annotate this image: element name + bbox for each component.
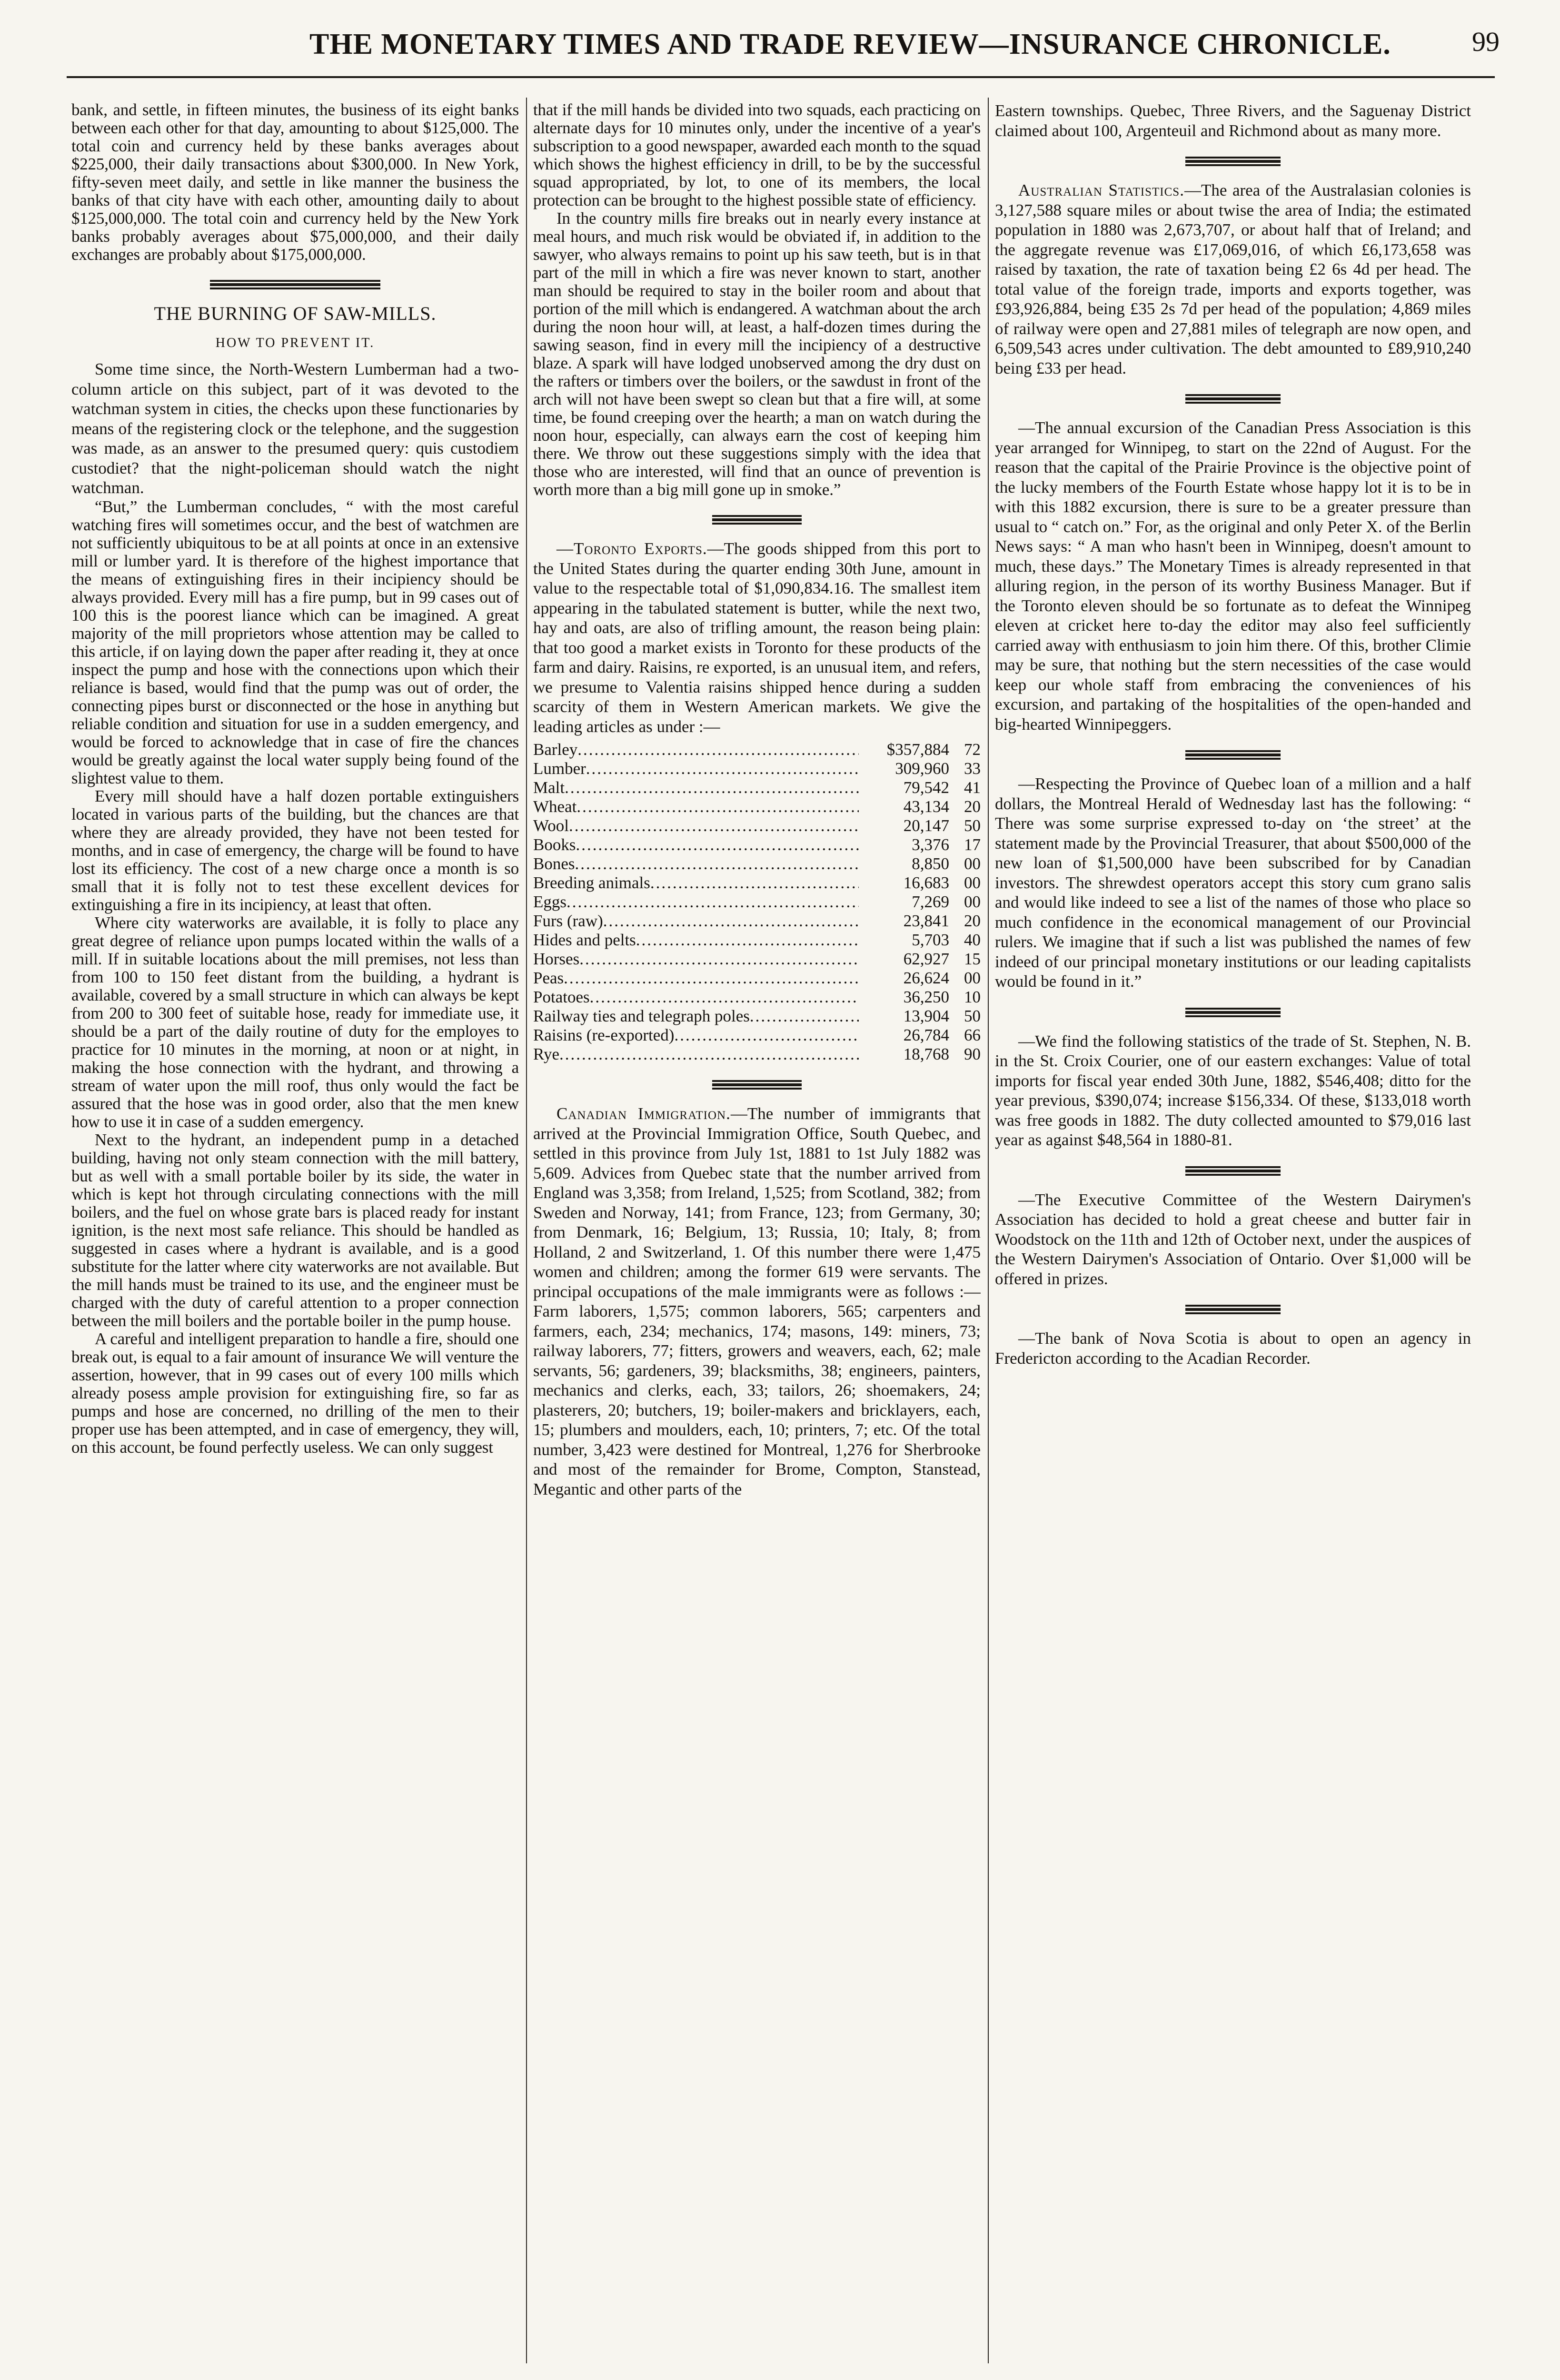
exports-value: $357,884 (886, 740, 949, 759)
leader-dots (579, 950, 859, 969)
exports-value: 18,768 (903, 1045, 949, 1063)
exports-value: 13,904 (903, 1007, 949, 1025)
section-separator (1185, 750, 1281, 760)
exports-item: Furs (raw) (533, 912, 603, 930)
column-2 (533, 101, 981, 2360)
exports-value: 26,624 (903, 969, 949, 987)
leader-dots (575, 854, 859, 873)
eastern-townships-paragraph: Eastern townships. Quebec, Three Rivers, and the Saguenay District claimed about 100, Argenteuil and Richmond about as many more. (995, 101, 1471, 140)
exports-row (533, 950, 981, 969)
sawmill-paragraph: Some time since, the North-Western Lumberman had a two-column article on this subject, part of it was devoted to the watchman system in cities, the checks upon these functionaries by means of the registering clock or the telephone, and the suggestion was made, as an answer to the presumed query: quis custodiem custodiet? that the night-policeman should watch the night watchman. (71, 360, 519, 497)
column-divider (988, 98, 989, 2363)
section-separator (1185, 394, 1281, 404)
exports-value: 16,683 (903, 873, 949, 892)
exports-cents: 33 (964, 759, 981, 778)
leader-dots (559, 1045, 859, 1064)
exports-value: 7,269 (912, 892, 949, 911)
exports-cents: 17 (964, 835, 981, 854)
immigration-heading: Canadian Immigration. (556, 1104, 731, 1123)
article-heading: THE BURNING OF SAW-MILLS. (154, 303, 437, 324)
exports-value: 79,542 (903, 778, 949, 797)
leader-dots (577, 740, 859, 759)
section-separator (1185, 1305, 1281, 1314)
leader-dots (636, 931, 859, 950)
exports-value: 8,850 (912, 854, 949, 873)
sawmill-paragraph: Where city waterworks are available, it is folly to place any great degree of reliance upon pumps located within the walls of a mill. If in suitable locations about the mill premises, not less than from 100 to 150 feet distant from the building, a hydrant is available, covered by a small structure in which can always be kept from 200 to 300 feet of suitable hose, ready for immediate use, it should be a part of the daily routine of duty for the employes to practice for 10 minutes in the morning, at noon or at night, in making the hose connection with the hydrant, and throwing a stream of water upon the mill roof, thus only would the fact be assured that the hose was in good order, also that the men knew how to use it in case of a sudden emergency. (71, 913, 519, 1131)
exports-item: Raisins (re-exported) (533, 1026, 675, 1044)
exports-cents: 90 (964, 1045, 981, 1063)
exports-value: 309,960 (895, 759, 949, 778)
exports-item: Malt (533, 778, 565, 797)
australian-statistics-heading: Australian Statistics. (1018, 181, 1184, 199)
exports-cents: 41 (964, 778, 981, 797)
exports-item: Potatoes (533, 988, 590, 1006)
bank-paragraph: bank, and settle, in fifteen minutes, the business of its eight banks between each other for that day, amounting to about $125,000. The total coin and currency held by these banks averages about $225,000, their daily transactions about $300,000. In New York, fifty-seven meet daily, and settle in like manner the business the banks of that city have with each other, amounting daily to about $125,000,000. The total coin and currency held by the New York banks probably averages about $75,000,000, and their daily exchanges are probably about $175,000,000. (71, 101, 519, 264)
toronto-exports-text: —The goods shipped from this port to the United States during the quarter ending 30th June, amount in value to the respectable total of $1,090,834.16. The smallest item appearing in the tabulated statement is butter, while the next two, hay and oats, are also of trifling amount, the reason being plain: that too good a market exists in Toronto for these products of the farm and dairy. Raisins, re exported, is an unusual item, and refers, we presume to Valentia raisins shipped hence during a sudden scarcity of them in Western American markets. We give the leading articles as under :— (533, 539, 981, 736)
page-number: 99 (1472, 26, 1500, 57)
exports-item: Breeding animals (533, 873, 650, 892)
exports-row (533, 912, 981, 931)
section-separator (1185, 1008, 1281, 1017)
exports-item: Wool (533, 816, 569, 835)
article-subheading: HOW TO PREVENT IT. (215, 335, 375, 350)
exports-row (533, 835, 981, 854)
leader-dots (674, 1026, 859, 1045)
column-3 (995, 101, 1471, 2360)
exports-row (533, 1045, 981, 1064)
exports-row (533, 1007, 981, 1026)
leader-dots (650, 873, 859, 892)
exports-row (533, 892, 981, 912)
section-separator (712, 515, 802, 525)
exports-item: Wheat (533, 797, 577, 816)
exports-cents: 20 (964, 797, 981, 816)
exports-row (533, 931, 981, 950)
exports-cents: 00 (964, 854, 981, 873)
sawmill-paragraph: Next to the hydrant, an independent pump in a detached building, having not only steam connection with the mill battery, but as well with a small portable boiler by its side, the water in which is kept hot through circulating connections with the mill boilers, and the fuel on whose grate bars is placed ready for instant ignition, is the next most safe reliance. This should be handled as suggested in cases where a hydrant is available, and is a good substitute for the latter where city waterworks are not available. But the mill hands must be trained to its use, and the engineer must be charged with the duty of careful attention to a proper connection between the mill boilers and the portable boiler in the pump house. (71, 1130, 519, 1330)
exports-row (533, 873, 981, 892)
exports-row (533, 797, 981, 816)
leader-dots (569, 816, 859, 835)
exports-cents: 66 (964, 1026, 981, 1044)
toronto-exports-paragraph (533, 539, 981, 736)
leader-dots (565, 778, 859, 797)
exports-cents: 00 (964, 969, 981, 987)
leader-dots (566, 892, 859, 912)
exports-item: Eggs (533, 892, 566, 911)
page-header (62, 19, 1500, 76)
exports-item: Barley (533, 740, 578, 759)
press-excursion-paragraph: —The annual excursion of the Canadian Press Association is this year arranged for Winnipeg, to start on the 22nd of August. For the reason that the capital of the Prairie Province is the objective point of the lucky members of the Fourth Estate whose happy lot it is to be in with this 1882 excursion, there is sure to be a greater pressure than usual to “ catch on.” For, as the original and only Peter X. of the Berlin News says: “ A man who hasn't been in Winnipeg, doesn't amount to much, these days.” The Monetary Times is already represented in that alluring region, in the person of its worthy Business Manager. But if the Toronto eleven should be so fortunate as to defeat the Winnipeg eleven at cricket here to-day the editor may also feel sufficiently carried away with enthusiasm to join him there. Of this, brother Climie may be sure, that nothing but the stern necessities of the case would keep our whole staff from embracing the conveniences of his excursion, and partaking of the hospitalities of the open-handed and big-hearted Winnipeggers. (995, 418, 1471, 734)
exports-item: Bones (533, 854, 575, 873)
exports-row (533, 988, 981, 1007)
exports-row (533, 778, 981, 797)
exports-item: Peas (533, 969, 564, 987)
header-rule (67, 76, 1495, 78)
section-separator (1185, 1166, 1281, 1176)
column-1 (71, 101, 519, 2360)
sawmill-paragraph: that if the mill hands be divided into two squads, each practicing on alternate days for 10 minutes only, under the incentive of a year's subscription to a good newspaper, awarded each month to the squad which shows the highest efficiency in drill, to be by the successful squad appropriated, by lot, to one of its members, the local protection can be brought to the highest possible state of efficiency. (533, 101, 981, 209)
immigration-paragraph (533, 1104, 981, 1499)
exports-item: Rye (533, 1045, 559, 1063)
exports-cents: 72 (964, 740, 981, 759)
dairymen-paragraph: —The Executive Committee of the Western Dairymen's Association has decided to hold a great cheese and butter fair in Woodstock on the 11th and 12th of October next, under the auspices of the Western Dairymen's Association of Ontario. Over $1,000 will be offered in prizes. (995, 1190, 1471, 1288)
leader-dots (576, 797, 859, 816)
exports-item: Railway ties and telegraph poles (533, 1007, 750, 1025)
exports-cents: 50 (964, 816, 981, 835)
australian-statistics-paragraph (995, 180, 1471, 378)
toronto-exports-heading: —Toronto Exports. (556, 539, 707, 558)
exports-item: Hides and pelts (533, 931, 636, 949)
leader-dots (576, 835, 859, 854)
exports-cents: 40 (964, 931, 981, 949)
section-separator (1185, 157, 1281, 166)
section-separator (712, 1080, 802, 1090)
exports-item: Horses (533, 950, 580, 968)
exports-cents: 20 (964, 912, 981, 930)
leader-dots (564, 969, 859, 988)
immigration-text: —The number of immigrants that arrived at the Provincial Immigration Office, South Quebec, and settled in this province from July 1st, 1881 to 1st July 1882 was 5,609. Advices from Quebec state that the number arrived from England was 3,358; from Ireland, 1,525; from Scotland, 382; from Sweden and Norway, 141; from France, 123; from Germany, 30; from Denmark, 16; Belgium, 13; Russia, 10; Italy, 8; from Holland, 2 and Switzerland, 1. Of this number there were 1,475 women and children; among the former 619 were servants. The principal occupations of the male immigrants were as follows :— Farm laborers, 1,575; common laborers, 565; carpenters and farmers, each, 234; mechanics, 174; masons, 149: miners, 73; railway laborers, 77; fitters, growers and weavers, each, 62; male servants, 56; gardeners, 39; blacksmiths, 38; engineers, painters, mechanics and clerks, each, 33; tailors, 26; shoemakers, 24; plasterers, 20; butchers, 19; boiler-makers and bricklayers, each, 15; plumbers and moulders, each, 10; printers, 7; etc. Of the total number, 3,423 were destined for Montreal, 1,276 for Sherbrooke and most of the remainder for Brome, Compton, Stanstead, Megantic and other parts of the (533, 1104, 981, 1498)
exports-item: Lumber (533, 759, 586, 778)
page-title: THE MONETARY TIMES AND TRADE REVIEW—INSURANCE CHRONICLE. (309, 28, 1391, 60)
st-stephen-paragraph: —We find the following statistics of the trade of St. Stephen, N. B. in the St. Croix Courier, one of our eastern exchanges: Value of total imports for fiscal year ended 30th June, 1882, $546,408; ditto for the year previous, $390,074; increase $156,334. Of these, $133,018 worth was free goods in 1882. The duty collected amounted to $79,016 last year as against $48,564 in 1880-81. (995, 1031, 1471, 1149)
sawmill-paragraph: A careful and intelligent preparation to handle a fire, should one break out, is equal to a fair amount of insurance We will venture the assertion, however, that in 99 cases out of every 100 mills which already posess ample provision for extinguishing fire, so far as pumps and hose are concerned, no drilling of the men to their proper use has been attempted, and in case of emergency, they will, on this account, be found perfectly useless. We can only suggest (71, 1329, 519, 1457)
exports-row (533, 740, 981, 759)
exports-cents: 10 (964, 988, 981, 1006)
leader-dots (590, 988, 859, 1007)
leader-dots (586, 759, 859, 778)
exports-table (533, 740, 981, 1064)
leader-dots (603, 912, 859, 931)
exports-item: Books (533, 835, 576, 854)
exports-row (533, 816, 981, 835)
exports-value: 26,784 (903, 1026, 949, 1044)
section-separator (210, 280, 380, 289)
sawmill-paragraph: Every mill should have a half dozen portable extinguishers located in various parts of the building, but the chances are that where they are already provided, they have not been tested for months, and in case of emergency, the charge will be found to have lost its efficiency. The cost of a new charge once a month is so small that it is folly not to test these excellent devices for extinguishing a fire in its incipiency, at least that often. (71, 786, 519, 914)
exports-value: 3,376 (912, 835, 949, 854)
exports-value: 20,147 (903, 816, 949, 835)
exports-value: 36,250 (903, 988, 949, 1006)
exports-cents: 15 (964, 950, 981, 968)
column-divider (526, 98, 527, 2363)
exports-row (533, 854, 981, 873)
exports-row (533, 1026, 981, 1045)
quebec-loan-paragraph: —Respecting the Province of Quebec loan of a million and a half dollars, the Montreal Herald of Wednesday last has the following: “ There was some surprise expressed to-day on ‘the street’ at the statement made by the Provincial Treasurer, that about $500,000 of the new loan of $1,500,000 have been subscribed for by Canadian investors. The shrewdest operators accept this story cum grano salis and would like indeed to see a list of the names of those who place so much confidence in the economical management of our Provincial rulers. We imagine that if such a list was published the names of few indeed of our principal monetary institutions or our leading capitalists would be found in it.” (995, 774, 1471, 991)
exports-value: 62,927 (903, 950, 949, 968)
exports-value: 43,134 (903, 797, 949, 816)
exports-value: 5,703 (912, 931, 949, 949)
sawmill-paragraph: “But,” the Lumberman concludes, “ with the most careful watching fires will sometimes occur, and the best of watchmen are not sufficiently ubiquitous to be at all points at once in an extensive mill or lumber yard. It is therefore of the highest importance that the means of extinguishing fires in their incipiency should be always provided. Every mill has a fire pump, but in 99 cases out of 100 this is the poorest liance which can be imagined. A great majority of the mill proprietors whose attention may be called to this article, if on laying down the paper after reading it, they at once inspect the pump and hose with the connections upon which their reliance is based, would find that the pump was out of order, the connecting pipes burst or disconnected or the hose in anything but reliable condition and situation for use in a sudden emergency, and would be forced to acknowledge that in case of fire the chances would be greatly against the local water supply being found of the slightest value to them. (71, 497, 519, 787)
nova-scotia-paragraph: —The bank of Nova Scotia is about to open an agency in Fredericton according to the Acadian Recorder. (995, 1329, 1471, 1368)
exports-cents: 00 (964, 892, 981, 911)
exports-cents: 50 (964, 1007, 981, 1025)
exports-cents: 00 (964, 873, 981, 892)
sawmill-paragraph: In the country mills fire breaks out in nearly every instance at meal hours, and much risk would be obviated if, in addition to the sawyer, who always remains to point up his saw teeth, but is in that part of the mill in which a fire was never known to start, another man should be required to stay in the boiler room and about that portion of the mill which is endangered. A watchman about the arch during the noon hour will, at least, a half-dozen times during the sawing season, find in every mill the incipiency of a destructive blaze. A spark will have lodged unobserved among the dry dust on the rafters or timbers over the boilers, or the sawdust in front of the arch will not have been swept so clean but that a fire will, at some time, be found creeping over the hearth; a man on watch during the noon hour, especially, can always earn the cost of keeping him there. We throw out these suggestions simply with the idea that those who are interested, will find that an ounce of prevention is worth more than a big mill gone up in smoke.” (533, 209, 981, 499)
australian-statistics-text: —The area of the Australasian colonies is 3,127,588 square miles or about twise the area of India; the estimated population in 1880 was 2,673,707, or about half that of Ireland; and the aggregate revenue was £17,069,016, of which £6,173,658 was raised by taxation, the rate of taxation being £2 6s 4d per head. The total value of the foreign trade, imports and exports together, was £93,926,884, being £35 2s 7d per head of the population; 4,869 miles of railway were open and 27,881 miles of telegraph are now open, and 6,509,543 acres under cultivation. The debt amounted to £89,910,240 being £33 per head. (995, 181, 1471, 377)
exports-row (533, 759, 981, 778)
leader-dots (750, 1007, 859, 1026)
exports-value: 23,841 (903, 912, 949, 930)
exports-row (533, 969, 981, 988)
